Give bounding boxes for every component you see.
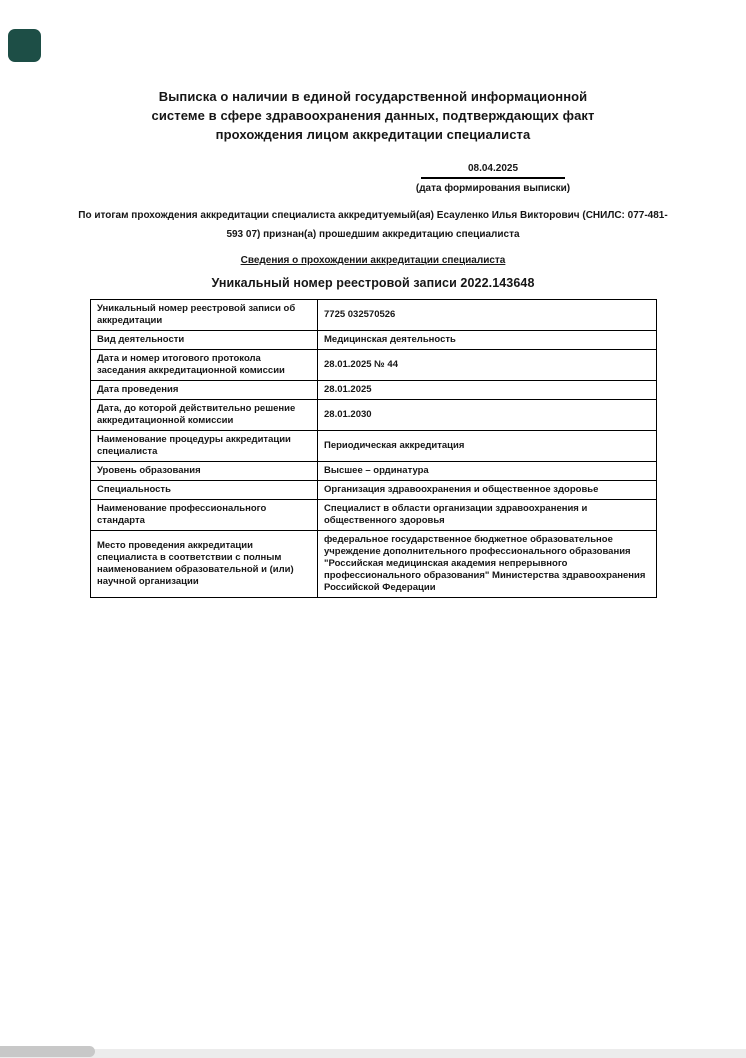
title-line: прохождения лицом аккредитации специалиста — [215, 127, 531, 142]
table-row — [91, 331, 657, 350]
row-value: 28.01.2025 — [318, 381, 657, 400]
row-value: Периодическая аккредитация — [318, 431, 657, 462]
extract-date: 08.04.2025 — [421, 162, 565, 179]
row-label: Место проведения аккредитации специалиста в соответствии с полным наименованием образовательной и (или) научной организации — [91, 531, 318, 598]
row-label: Уникальный номер реестровой записи об аккредитации — [91, 300, 318, 331]
table-row — [91, 500, 657, 531]
row-label: Вид деятельности — [91, 331, 318, 350]
app-icon-badge[interactable] — [8, 29, 41, 62]
intro-paragraph — [42, 207, 704, 244]
row-label: Специальность — [91, 481, 318, 500]
row-value: 7725 032570526 — [318, 300, 657, 331]
horizontal-scrollbar-thumb[interactable] — [0, 1046, 95, 1057]
title-line: системе в сфере здравоохранения данных, подтверждающих факт — [151, 108, 595, 123]
table-row — [91, 462, 657, 481]
extract-date-block — [413, 162, 573, 195]
intro-line: 593 07) признан(а) прошедшим аккредитацию специалиста — [226, 228, 520, 240]
row-value: Специалист в области организации здравоохранения и общественного здоровья — [318, 500, 657, 531]
row-value: федеральное государственное бюджетное образовательное учреждение дополнительного профессионального образования "Российская медицинская академия непрерывного профессионального образования" Министерства здравоохранения Российской Федерации — [318, 531, 657, 598]
row-value: 28.01.2025 № 44 — [318, 350, 657, 381]
horizontal-scrollbar-track — [0, 1049, 746, 1058]
table-row — [91, 350, 657, 381]
row-value: Организация здравоохранения и общественное здоровье — [318, 481, 657, 500]
registry-number-heading: Уникальный номер реестровой записи 2022.143648 — [211, 276, 535, 290]
row-label: Уровень образования — [91, 462, 318, 481]
document-title — [0, 87, 746, 144]
row-value: Медицинская деятельность — [318, 331, 657, 350]
table-row — [91, 400, 657, 431]
table-row — [91, 300, 657, 331]
table-row — [91, 381, 657, 400]
intro-line: По итогам прохождения аккредитации специалиста аккредитуемый(ая) Есауленко Илья Викторович (СНИЛС: 077-481- — [78, 210, 668, 221]
row-label: Наименование профессионального стандарта — [91, 500, 318, 531]
table-row — [91, 531, 657, 598]
row-label: Дата проведения — [91, 381, 318, 400]
section-heading: Сведения о прохождении аккредитации специалиста — [240, 255, 506, 266]
title-line: Выписка о наличии в единой государственной информационной — [158, 89, 588, 104]
row-value: 28.01.2030 — [318, 400, 657, 431]
row-value: Высшее – ординатура — [318, 462, 657, 481]
row-label: Наименование процедуры аккредитации специалиста — [91, 431, 318, 462]
row-label: Дата и номер итогового протокола заседания аккредитационной комиссии — [91, 350, 318, 381]
accreditation-table — [90, 299, 657, 598]
table-row — [91, 431, 657, 462]
extract-date-caption: (дата формирования выписки) — [415, 183, 571, 194]
table-row — [91, 481, 657, 500]
row-label: Дата, до которой действительно решение аккредитационной комиссии — [91, 400, 318, 431]
